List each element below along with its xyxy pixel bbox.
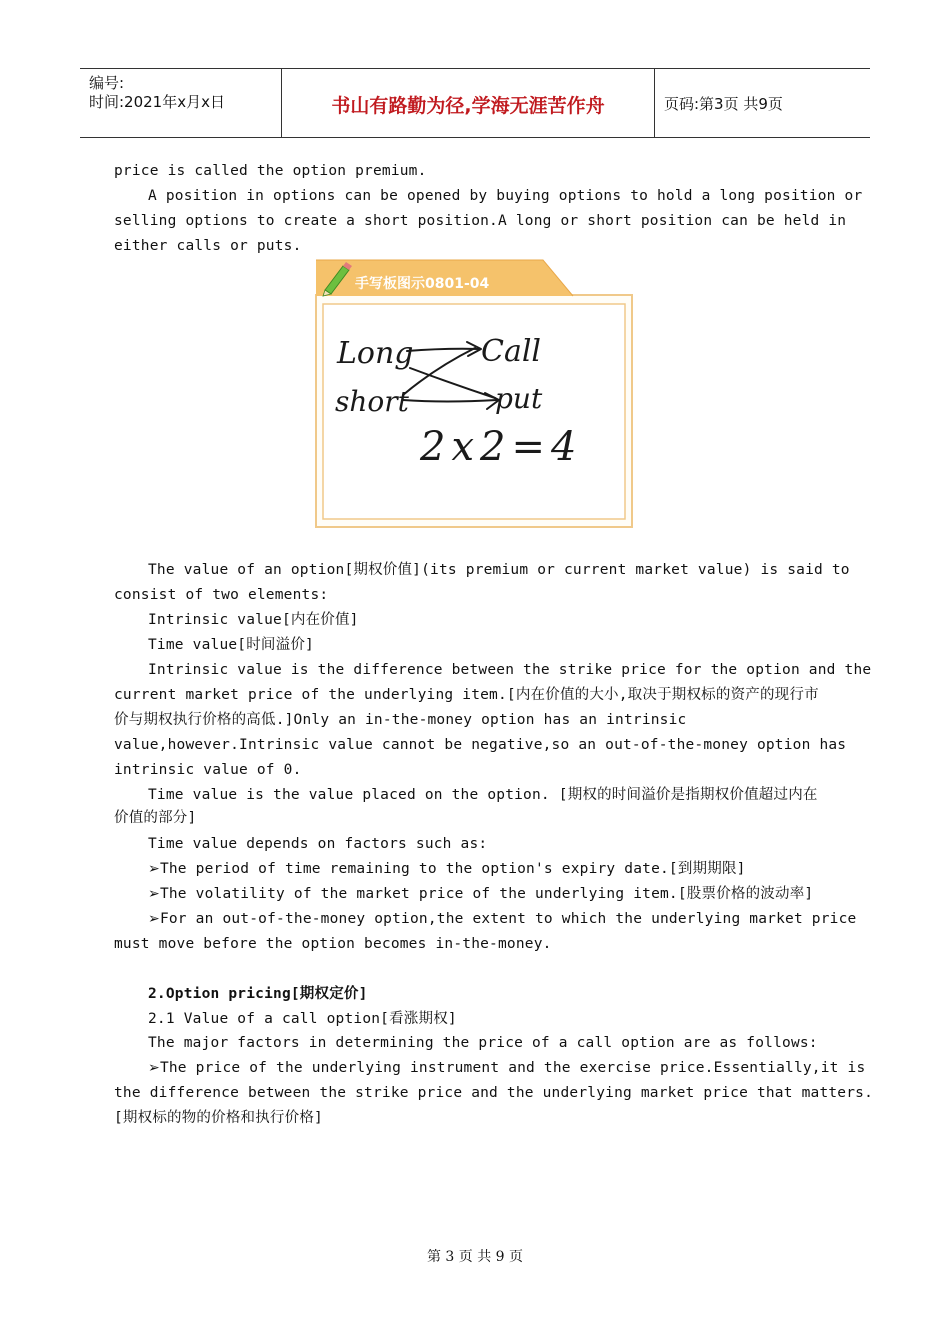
bullet-text: The price of the underlying instrument and the exercise price.Essentially,it is — [159, 1060, 866, 1076]
header-left-cell — [80, 69, 282, 137]
paragraph-line: price is called the option premium. — [114, 163, 427, 179]
bullet-text: For an out-of-the-money option,the extent to which the underlying market price — [159, 911, 857, 927]
hw-short: short — [335, 385, 409, 418]
header-center-cell — [282, 69, 655, 137]
bullet-item — [148, 884, 813, 904]
paragraph-line: either calls or puts. — [114, 238, 302, 254]
paragraph-line: intrinsic value of 0. — [114, 762, 302, 778]
paragraph-line: [期权标的物的价格和执行价格] — [114, 1110, 323, 1126]
paragraph-line: current market price of the underlying item.[内在价值的大小,取决于期权标的资产的现行市 — [114, 687, 819, 703]
subsection-heading: 2.1 Value of a call option[看涨期权] — [148, 1011, 457, 1027]
bullet-text: The volatility of the market price of the underlying item.[股票价格的波动率] — [159, 886, 814, 902]
document-time-label: 时间:2021年x月x日 — [89, 93, 225, 111]
page-footer: 第 3 页 共 9 页 — [426, 1249, 524, 1265]
document-number-label: 编号: — [89, 74, 125, 92]
list-item: Intrinsic value[内在价值] — [148, 612, 359, 628]
bullet-arrow-icon: ➢ — [148, 1060, 160, 1076]
header-motto: 书山有路勤为径,学海无涯苦作舟 — [331, 95, 605, 117]
bullet-item — [148, 909, 856, 929]
page-header — [80, 68, 870, 138]
paragraph-line: selling options to create a short position.A long or short position can be held in — [114, 213, 847, 229]
paragraph-line: Time value depends on factors such as: — [148, 836, 488, 852]
bullet-text: The period of time remaining to the option's expiry date.[到期期限] — [159, 861, 746, 877]
paragraph-line: the difference between the strike price and the underlying market price that matters. — [114, 1085, 874, 1101]
paragraph-line: consist of two elements: — [114, 587, 329, 603]
paragraph-line: must move before the option becomes in-the-money. — [114, 936, 552, 952]
bullet-item — [148, 1058, 865, 1078]
hw-long: Long — [337, 336, 414, 371]
hw-call: Call — [481, 334, 542, 369]
paragraph-line: The major factors in determining the price of a call option are as follows: — [148, 1035, 818, 1051]
hw-formula: 2x2=4 — [420, 424, 583, 470]
bullet-arrow-icon: ➢ — [148, 886, 160, 902]
paragraph-line: 价与期权执行价格的高低.]Only an in-the-money option has an intrinsic — [114, 712, 687, 728]
hw-put: put — [495, 382, 543, 415]
paragraph-line: 价值的部分] — [114, 810, 197, 826]
bullet-arrow-icon: ➢ — [148, 911, 160, 927]
handwriting-board-figure — [315, 258, 635, 530]
paragraph-line: Time value is the value placed on the option. [期权的时间溢价是指期权价值超过内在 — [148, 787, 818, 803]
bullet-arrow-icon: ➢ — [148, 861, 160, 877]
list-item: Time value[时间溢价] — [148, 637, 314, 653]
paragraph-line: A position in options can be opened by buying options to hold a long position or — [148, 188, 863, 204]
board-banner-title: 手写板图示0801-04 — [355, 276, 490, 292]
bullet-item — [148, 859, 746, 879]
header-right-cell — [655, 69, 870, 137]
paragraph-line: value,however.Intrinsic value cannot be negative,so an out-of-the-money option has — [114, 737, 847, 753]
section-heading: 2.Option pricing[期权定价] — [148, 986, 368, 1002]
paragraph-line: Intrinsic value is the difference between the strike price for the option and the — [148, 662, 872, 678]
header-page-label: 页码:第3页 共9页 — [664, 95, 783, 113]
paragraph-line: The value of an option[期权价值](its premium or current market value) is said to — [148, 562, 850, 578]
